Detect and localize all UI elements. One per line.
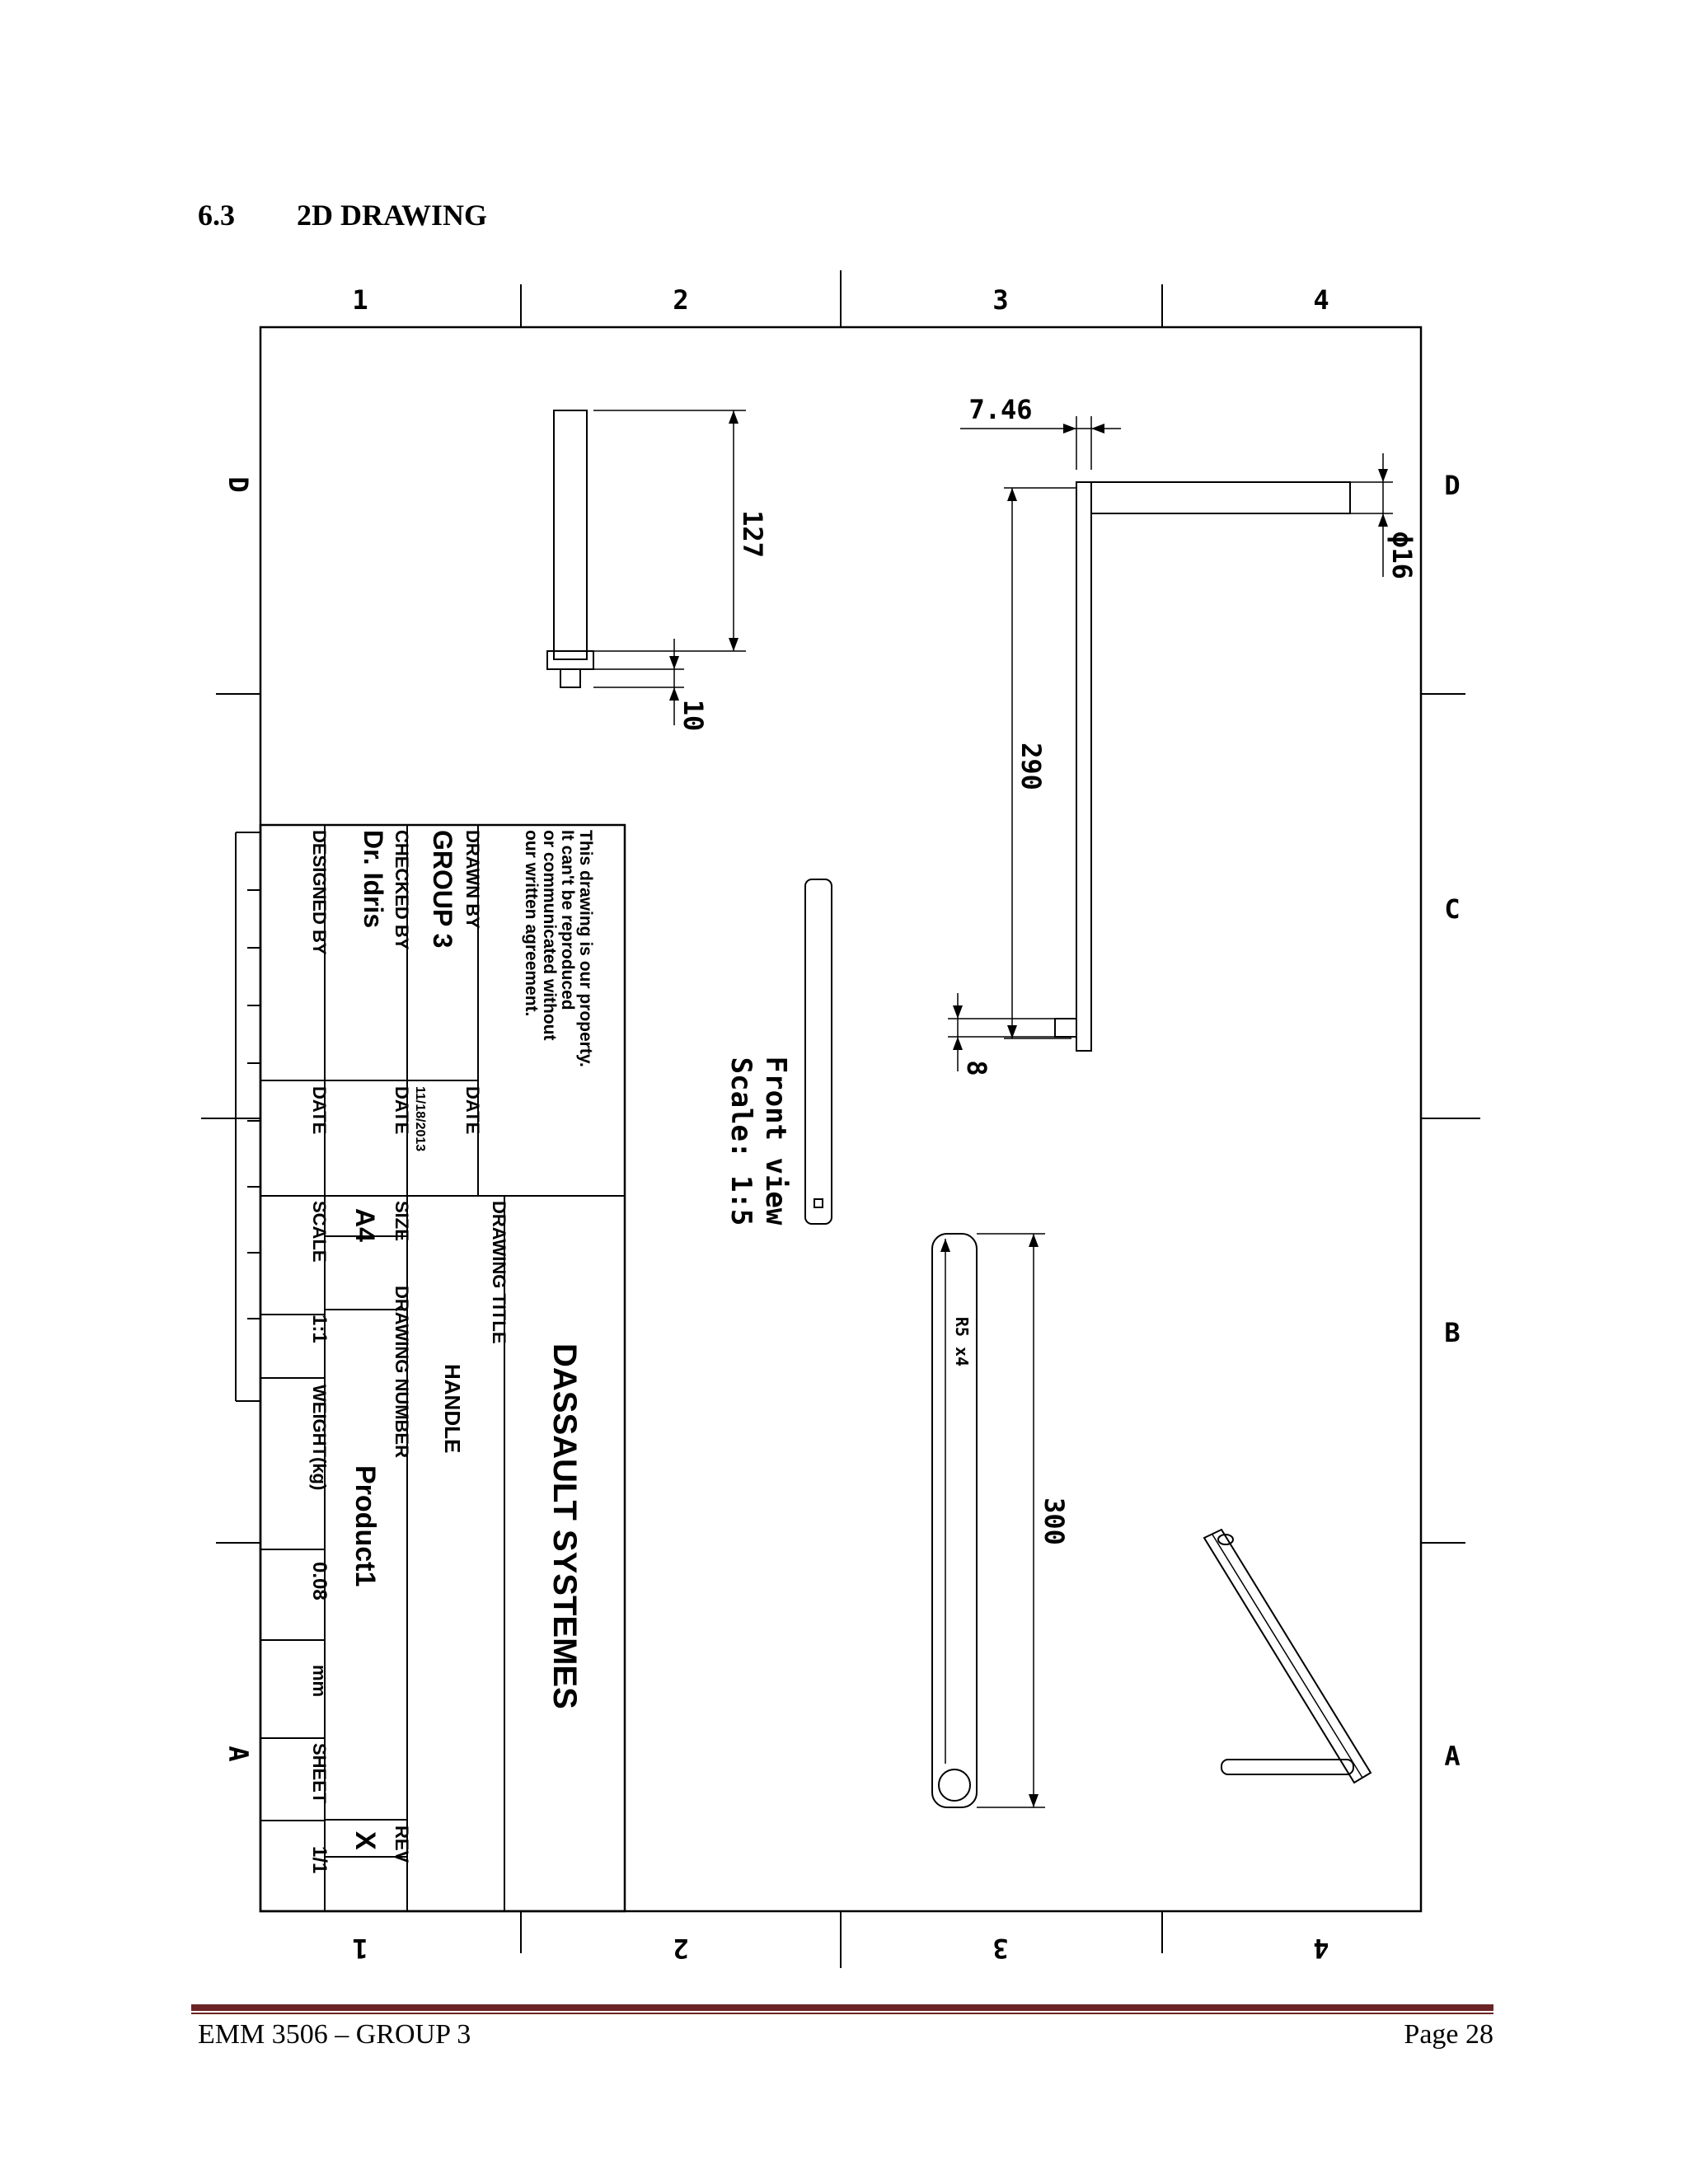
footer-rule-thin — [191, 2013, 1493, 2014]
zone-col-3-bottom: 3 — [992, 1933, 1009, 1964]
zone-row-a-left: A — [223, 1746, 254, 1762]
part-isometric-view — [1204, 1530, 1371, 1783]
company-name: DASSAULT SYSTEMES — [546, 1343, 583, 1709]
part-top-view — [554, 410, 587, 659]
rev-value: X — [349, 1831, 381, 1850]
notice-line-3: or communicated without — [540, 830, 559, 1041]
footer-course: EMM 3506 – GROUP 3 — [198, 2019, 471, 2050]
drawing-frame — [260, 327, 1421, 1911]
drawing-number-value: Product1 — [349, 1465, 381, 1587]
size-value: A4 — [350, 1208, 380, 1242]
footer-rule — [191, 2004, 1493, 2011]
dim-r5: R5 x4 — [952, 1316, 972, 1367]
sheet-value: 1/1 — [308, 1846, 331, 1874]
rev-label: REV — [392, 1825, 412, 1863]
view-label-name: Front view — [759, 1056, 792, 1226]
zone-row-c-right: C — [1444, 893, 1461, 925]
dim-8: 8 — [961, 1060, 992, 1076]
dim-7-46: 7.46 — [968, 394, 1033, 425]
designed-by-label: DESIGNED BY — [309, 830, 330, 955]
zone-col-3-top: 3 — [992, 284, 1009, 316]
designed-date-label: DATE — [309, 1086, 330, 1135]
dim-300: 300 — [1039, 1497, 1070, 1545]
dim-290: 290 — [1015, 743, 1047, 790]
part-crank-view — [1076, 482, 1091, 1051]
zone-col-2-bottom: 2 — [673, 1933, 689, 1964]
zone-col-4-bottom: 4 — [1313, 1933, 1329, 1964]
drawn-by-value: GROUP 3 — [428, 830, 457, 949]
zone-row-d-left: D — [223, 476, 254, 493]
weight-label: WEIGHT(kg) — [309, 1385, 330, 1491]
view-label-scale: Scale: 1:5 — [724, 1057, 757, 1226]
notice-line-2: It can't be reproduced — [558, 830, 577, 1010]
notice-line-1: This drawing is our property. — [576, 830, 595, 1067]
dim-10: 10 — [678, 699, 709, 732]
scale-label: SCALE — [309, 1201, 330, 1263]
zone-row-b-right: B — [1444, 1317, 1461, 1348]
checked-by-label: CHECKED BY — [392, 830, 412, 950]
zone-col-4-top: 4 — [1313, 284, 1329, 316]
dim-phi16: ϕ16 — [1386, 532, 1418, 579]
zone-row-d-right: D — [1444, 470, 1461, 501]
footer-page-number: Page 28 — [1404, 2019, 1493, 2050]
zone-col-2-top: 2 — [673, 284, 689, 316]
weight-value: 0.08 — [308, 1562, 331, 1601]
drawing-title-label: DRAWING TITLE — [489, 1201, 509, 1344]
drawn-date-label: DATE — [462, 1086, 483, 1135]
size-label: SIZE — [392, 1201, 412, 1241]
unit-value: mm — [309, 1665, 330, 1698]
dim-127: 127 — [737, 510, 768, 558]
checked-date-label: DATE — [392, 1086, 412, 1135]
section-number: 6.3 — [198, 199, 235, 232]
checked-date-value: 11/18/2013 — [413, 1086, 427, 1152]
part-slot-view — [805, 879, 832, 1224]
drawn-by-label: DRAWN BY — [462, 830, 483, 929]
zone-col-1-top: 1 — [352, 284, 368, 316]
checked-by-value: Dr. Idris — [359, 830, 388, 929]
notice-line-4: our written agreement. — [522, 830, 541, 1017]
zone-row-a-right: A — [1444, 1741, 1461, 1772]
zone-col-1-bottom: 1 — [352, 1933, 368, 1964]
scale-value: 1:1 — [308, 1315, 331, 1343]
drawing-title-value: HANDLE — [440, 1364, 465, 1454]
sheet-label: SHEET — [309, 1743, 330, 1804]
section-title: 2D DRAWING — [297, 199, 488, 232]
drawing-number-label: DRAWING NUMBER — [392, 1286, 412, 1458]
